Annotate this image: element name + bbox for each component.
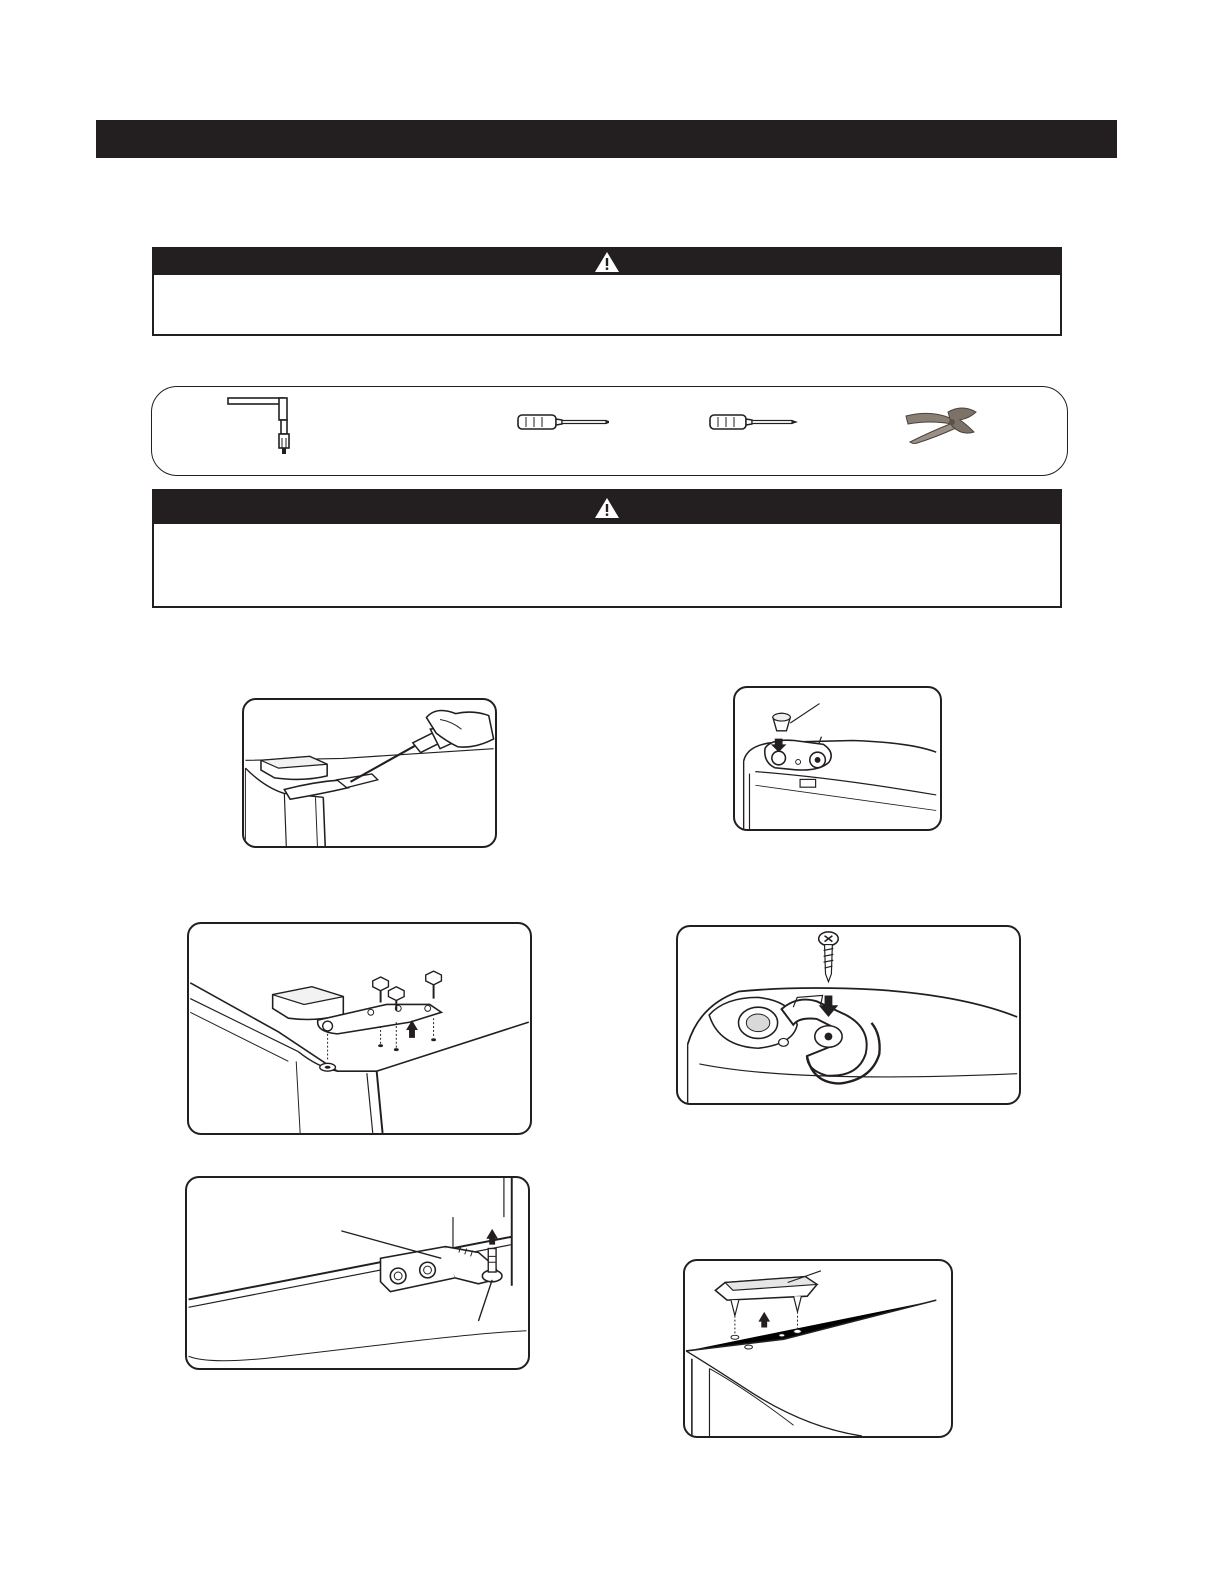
middle-hinge-icon: [381, 1247, 455, 1292]
figure-middle-hinge-pin: [185, 1176, 530, 1370]
phillips-screwdriver-icon: [708, 412, 800, 432]
warning-triangle-icon: [594, 251, 620, 273]
warning-triangle-icon: [594, 497, 620, 519]
section-title-bar: [96, 120, 1117, 158]
warning-header-2: [154, 491, 1060, 524]
figure-hinge-cap-and-pin: [733, 686, 942, 831]
hex-socket-wrench-icon: [224, 394, 296, 456]
warning-header-1: [154, 249, 1060, 275]
phillips-screw-icon: [819, 932, 839, 982]
screwdriver-icon: [351, 745, 417, 782]
warning-box-1: [152, 247, 1062, 336]
hinge-cover-icon: [715, 1277, 817, 1316]
warning-box-2: [152, 489, 1062, 608]
up-arrow-icon: [758, 1312, 770, 1328]
figure-hinge-screw-install: [676, 925, 1021, 1105]
flathead-screwdriver-icon: [516, 412, 610, 432]
adjustable-pliers-icon: [900, 402, 980, 444]
figure-top-hinge-bolts: [187, 922, 532, 1135]
hinge-cover-icon: [244, 700, 495, 846]
figure-remove-hinge-cover: [242, 698, 497, 848]
figure-hinge-cover-lift: [683, 1259, 953, 1438]
